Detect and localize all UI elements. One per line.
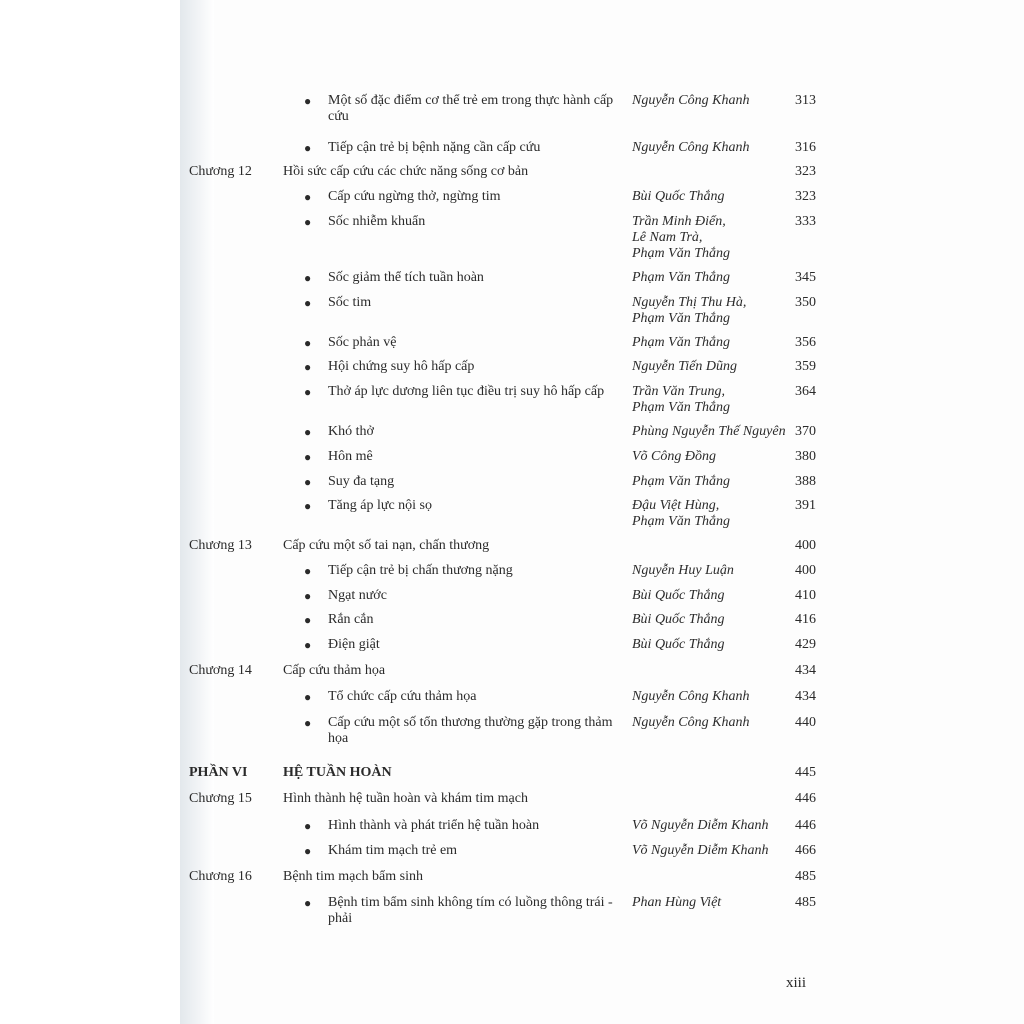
entry-authors — [632, 498, 792, 530]
bullet-icon: ● — [304, 499, 312, 513]
entry-title: Suy đa tạng — [328, 474, 395, 489]
author-name: Nguyễn Huy Luận — [632, 563, 734, 578]
entry-title: Rắn cắn — [328, 612, 374, 627]
entry-authors — [632, 715, 792, 731]
page-ref: 350 — [795, 295, 816, 310]
bullet-icon: ● — [304, 141, 312, 155]
page-ref: 410 — [795, 588, 816, 603]
author-name: Phạm Văn Thắng — [632, 474, 730, 489]
entry-authors — [632, 588, 792, 604]
page-ref: 316 — [795, 140, 816, 155]
entry-authors — [632, 449, 792, 465]
chapter-label: Chương 16 — [189, 869, 252, 884]
page-ref: 429 — [795, 637, 816, 652]
page-ref: 313 — [795, 93, 816, 108]
author-name: Phạm Văn Thắng — [632, 270, 730, 285]
bullet-icon: ● — [304, 360, 312, 374]
page-ref: 364 — [795, 384, 816, 399]
page-ref: 445 — [795, 765, 816, 780]
entry-title: Khám tim mạch trẻ em — [328, 843, 458, 858]
entry-title: Sốc tim — [328, 295, 372, 310]
entry-authors — [632, 384, 792, 416]
page-number: xiii — [786, 975, 807, 991]
author-name: Võ Nguyễn Diễm Khanh — [632, 843, 769, 858]
chapter-label: Chương 12 — [189, 164, 252, 179]
author-name: Bùi Quốc Thắng — [632, 189, 725, 204]
author-name: Trần Văn Trung, — [632, 384, 725, 399]
entry-title: Điện giật — [328, 637, 380, 652]
author-name: Lê Nam Trà, — [632, 230, 703, 245]
author-name: Võ Nguyễn Diễm Khanh — [632, 818, 769, 833]
page-ref: 388 — [795, 474, 816, 489]
author-name: Võ Công Đồng — [632, 449, 716, 464]
entry-authors — [632, 214, 792, 262]
entry-authors — [632, 612, 792, 628]
entry-authors — [632, 895, 792, 911]
entry-authors — [632, 424, 792, 440]
author-name: Nguyễn Thị Thu Hà, — [632, 295, 747, 310]
author-name: Phùng Nguyễn Thế Nguyên — [632, 424, 786, 439]
chapter-label: Chương 14 — [189, 663, 252, 678]
entry-title: Khó thở — [328, 424, 374, 439]
entry-title: Một số đặc điểm cơ thể trẻ em trong thực hành cấp cứu — [328, 93, 614, 124]
author-name: Nguyễn Công Khanh — [632, 715, 750, 730]
bullet-icon: ● — [304, 564, 312, 578]
page-ref: 434 — [795, 663, 816, 678]
entry-title: Thở áp lực dương liên tục điều trị suy hô hấp cấp — [328, 384, 605, 399]
author-name: Nguyễn Công Khanh — [632, 93, 750, 108]
author-name: Phạm Văn Thắng — [632, 335, 730, 350]
page-ref: 370 — [795, 424, 816, 439]
entry-title: Hình thành và phát triển hệ tuần hoàn — [328, 818, 540, 833]
author-name: Nguyễn Công Khanh — [632, 140, 750, 155]
bullet-icon: ● — [304, 94, 312, 108]
entry-authors — [632, 637, 792, 653]
bullet-icon: ● — [304, 425, 312, 439]
entry-authors — [632, 474, 792, 490]
page-ref: 391 — [795, 498, 816, 513]
page-ref: 466 — [795, 843, 816, 858]
entry-authors — [632, 563, 792, 579]
page-ref: 485 — [795, 869, 816, 884]
entry-authors — [632, 843, 792, 859]
page-ref: 345 — [795, 270, 816, 285]
chapter-label: Chương 13 — [189, 538, 252, 553]
page-ref: 485 — [795, 895, 816, 910]
page-ref: 434 — [795, 689, 816, 704]
bullet-icon: ● — [304, 450, 312, 464]
bullet-icon: ● — [304, 475, 312, 489]
author-name: Phạm Văn Thắng — [632, 311, 730, 326]
entry-title: Sốc phản vệ — [328, 335, 397, 350]
author-name: Phan Hùng Việt — [632, 895, 722, 910]
chapter-title: Bệnh tim mạch bẩm sinh — [283, 869, 423, 884]
page-ref: 446 — [795, 818, 816, 833]
entry-title: Sốc nhiễm khuẩn — [328, 214, 426, 229]
author-name: Bùi Quốc Thắng — [632, 612, 725, 627]
chapter-label: Chương 15 — [189, 791, 252, 806]
entry-authors — [632, 689, 792, 705]
author-name: Nguyễn Tiến Dũng — [632, 359, 737, 374]
page-ref: 380 — [795, 449, 816, 464]
entry-authors — [632, 270, 792, 286]
author-name: Phạm Văn Thắng — [632, 514, 730, 529]
page-ref: 356 — [795, 335, 816, 350]
page-ref: 446 — [795, 791, 816, 806]
entry-title: Cấp cứu ngừng thở, ngừng tim — [328, 189, 501, 204]
page-ref: 323 — [795, 164, 816, 179]
entry-authors — [632, 818, 792, 834]
entry-authors — [632, 335, 792, 351]
part-title: HỆ TUẦN HOÀN — [283, 765, 392, 780]
author-name: Trần Minh Điển, — [632, 214, 726, 229]
entry-title: Tiếp cận trẻ bị chấn thương nặng — [328, 563, 513, 578]
bullet-icon: ● — [304, 589, 312, 603]
bullet-icon: ● — [304, 271, 312, 285]
page-ref: 416 — [795, 612, 816, 627]
page-ref: 323 — [795, 189, 816, 204]
entry-title: Ngạt nước — [328, 588, 387, 603]
entry-authors — [632, 359, 792, 375]
chapter-title: Cấp cứu một số tai nạn, chấn thương — [283, 538, 490, 553]
chapter-title: Hình thành hệ tuần hoàn và khám tim mạch — [283, 791, 528, 806]
bullet-icon: ● — [304, 190, 312, 204]
author-name: Phạm Văn Thắng — [632, 400, 730, 415]
author-name: Đậu Việt Hùng, — [632, 498, 720, 513]
bullet-icon: ● — [304, 896, 312, 910]
entry-authors — [632, 295, 792, 327]
bullet-icon: ● — [304, 296, 312, 310]
entry-title: Tổ chức cấp cứu thảm họa — [328, 689, 477, 704]
author-name: Bùi Quốc Thắng — [632, 637, 725, 652]
bullet-icon: ● — [304, 844, 312, 858]
bullet-icon: ● — [304, 819, 312, 833]
entry-title: Bệnh tim bẩm sinh không tím có luồng thông trái - phải — [328, 895, 613, 926]
chapter-title: Cấp cứu thảm họa — [283, 663, 386, 678]
entry-authors — [632, 140, 792, 156]
entry-authors — [632, 93, 792, 109]
entry-title: Sốc giảm thể tích tuần hoàn — [328, 270, 484, 285]
chapter-title: Hồi sức cấp cứu các chức năng sống cơ bản — [283, 164, 529, 179]
entry-authors — [632, 189, 792, 205]
part-label: PHẦN VI — [189, 765, 248, 780]
page-ref: 400 — [795, 538, 816, 553]
page-ref: 400 — [795, 563, 816, 578]
bullet-icon: ● — [304, 336, 312, 350]
bullet-icon: ● — [304, 215, 312, 229]
page-ref: 359 — [795, 359, 816, 374]
author-name: Phạm Văn Thắng — [632, 246, 730, 261]
entry-title: Tăng áp lực nội sọ — [328, 498, 433, 513]
author-name: Bùi Quốc Thắng — [632, 588, 725, 603]
entry-title: Hôn mê — [328, 449, 373, 464]
bullet-icon: ● — [304, 638, 312, 652]
author-name: Nguyễn Công Khanh — [632, 689, 750, 704]
entry-title: Hội chứng suy hô hấp cấp — [328, 359, 475, 374]
page-ref: 333 — [795, 214, 816, 229]
bullet-icon: ● — [304, 716, 312, 730]
bullet-icon: ● — [304, 690, 312, 704]
bullet-icon: ● — [304, 385, 312, 399]
bullet-icon: ● — [304, 613, 312, 627]
entry-title: Tiếp cận trẻ bị bệnh nặng cần cấp cứu — [328, 140, 541, 155]
entry-title: Cấp cứu một số tổn thương thường gặp trong thảm họa — [328, 715, 613, 746]
page-ref: 440 — [795, 715, 816, 730]
